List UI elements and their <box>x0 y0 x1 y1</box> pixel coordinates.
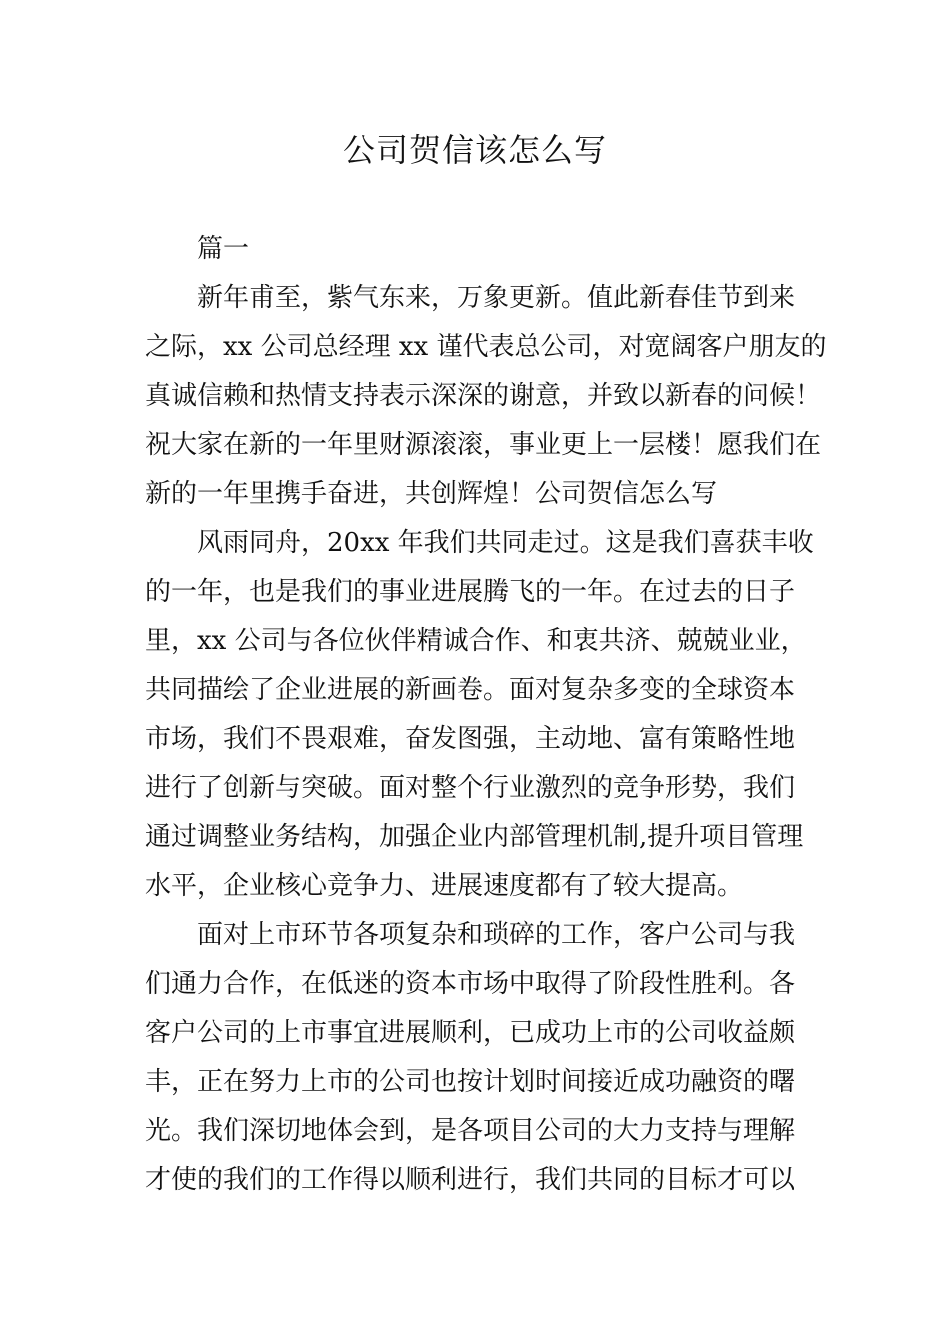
paragraph-line: 共同描绘了企业进展的新画卷。面对复杂多变的全球资本 <box>145 675 796 705</box>
document-title: 公司贺信该怎么写 <box>342 131 607 169</box>
paragraph-line: 的一年，也是我们的事业进展腾飞的一年。在过去的日子 <box>145 577 796 607</box>
paragraph-line: 真诚信赖和热情支持表示深深的谢意，并致以新春的问候！ <box>145 381 822 411</box>
paragraph-3 <box>145 911 807 1205</box>
section-label-text: 篇一 <box>197 234 250 264</box>
paragraph-line: 里，xx 公司与各位伙伴精诚合作、和衷共济、兢兢业业， <box>145 626 807 656</box>
section-label <box>145 225 807 274</box>
paragraph-line: 新的一年里携手奋进，共创辉煌！公司贺信怎么写 <box>145 479 718 509</box>
paragraph-line: 面对上市环节各项复杂和琐碎的工作，客户公司与我 <box>197 920 796 950</box>
document-body <box>145 225 827 1205</box>
paragraph-line: 之际，xx 公司总经理 xx 谨代表总公司，对宽阔客户朋友的 <box>145 332 827 362</box>
paragraph-line: 们通力合作，在低迷的资本市场中取得了阶段性胜利。各 <box>145 969 796 999</box>
paragraph-line: 客户公司的上市事宜进展顺利，已成功上市的公司收益颇 <box>145 1018 796 1048</box>
paragraph-line: 通过调整业务结构，加强企业内部管理机制,提升项目管理 <box>145 822 804 852</box>
paragraph-1 <box>145 274 827 519</box>
paragraph-line: 市场，我们不畏艰难，奋发图强，主动地、富有策略性地 <box>145 724 796 754</box>
paragraph-line: 光。我们深切地体会到，是各项目公司的大力支持与理解 <box>145 1116 796 1146</box>
paragraph-2 <box>145 519 814 911</box>
paragraph-line: 风雨同舟，20xx 年我们共同走过。这是我们喜获丰收 <box>197 528 814 558</box>
paragraph-line: 丰，正在努力上市的公司也按计划时间接近成功融资的曙 <box>145 1067 796 1097</box>
paragraph-line: 祝大家在新的一年里财源滚滚，事业更上一层楼！愿我们在 <box>145 430 822 460</box>
paragraph-line: 新年甫至，紫气东来，万象更新。值此新春佳节到来 <box>197 283 796 313</box>
paragraph-line: 进行了创新与突破。面对整个行业激烈的竞争形势，我们 <box>145 773 796 803</box>
paragraph-line: 水平，企业核心竞争力、进展速度都有了较大提高。 <box>145 871 744 901</box>
paragraph-line: 才使的我们的工作得以顺利进行，我们共同的目标才可以 <box>145 1165 796 1195</box>
